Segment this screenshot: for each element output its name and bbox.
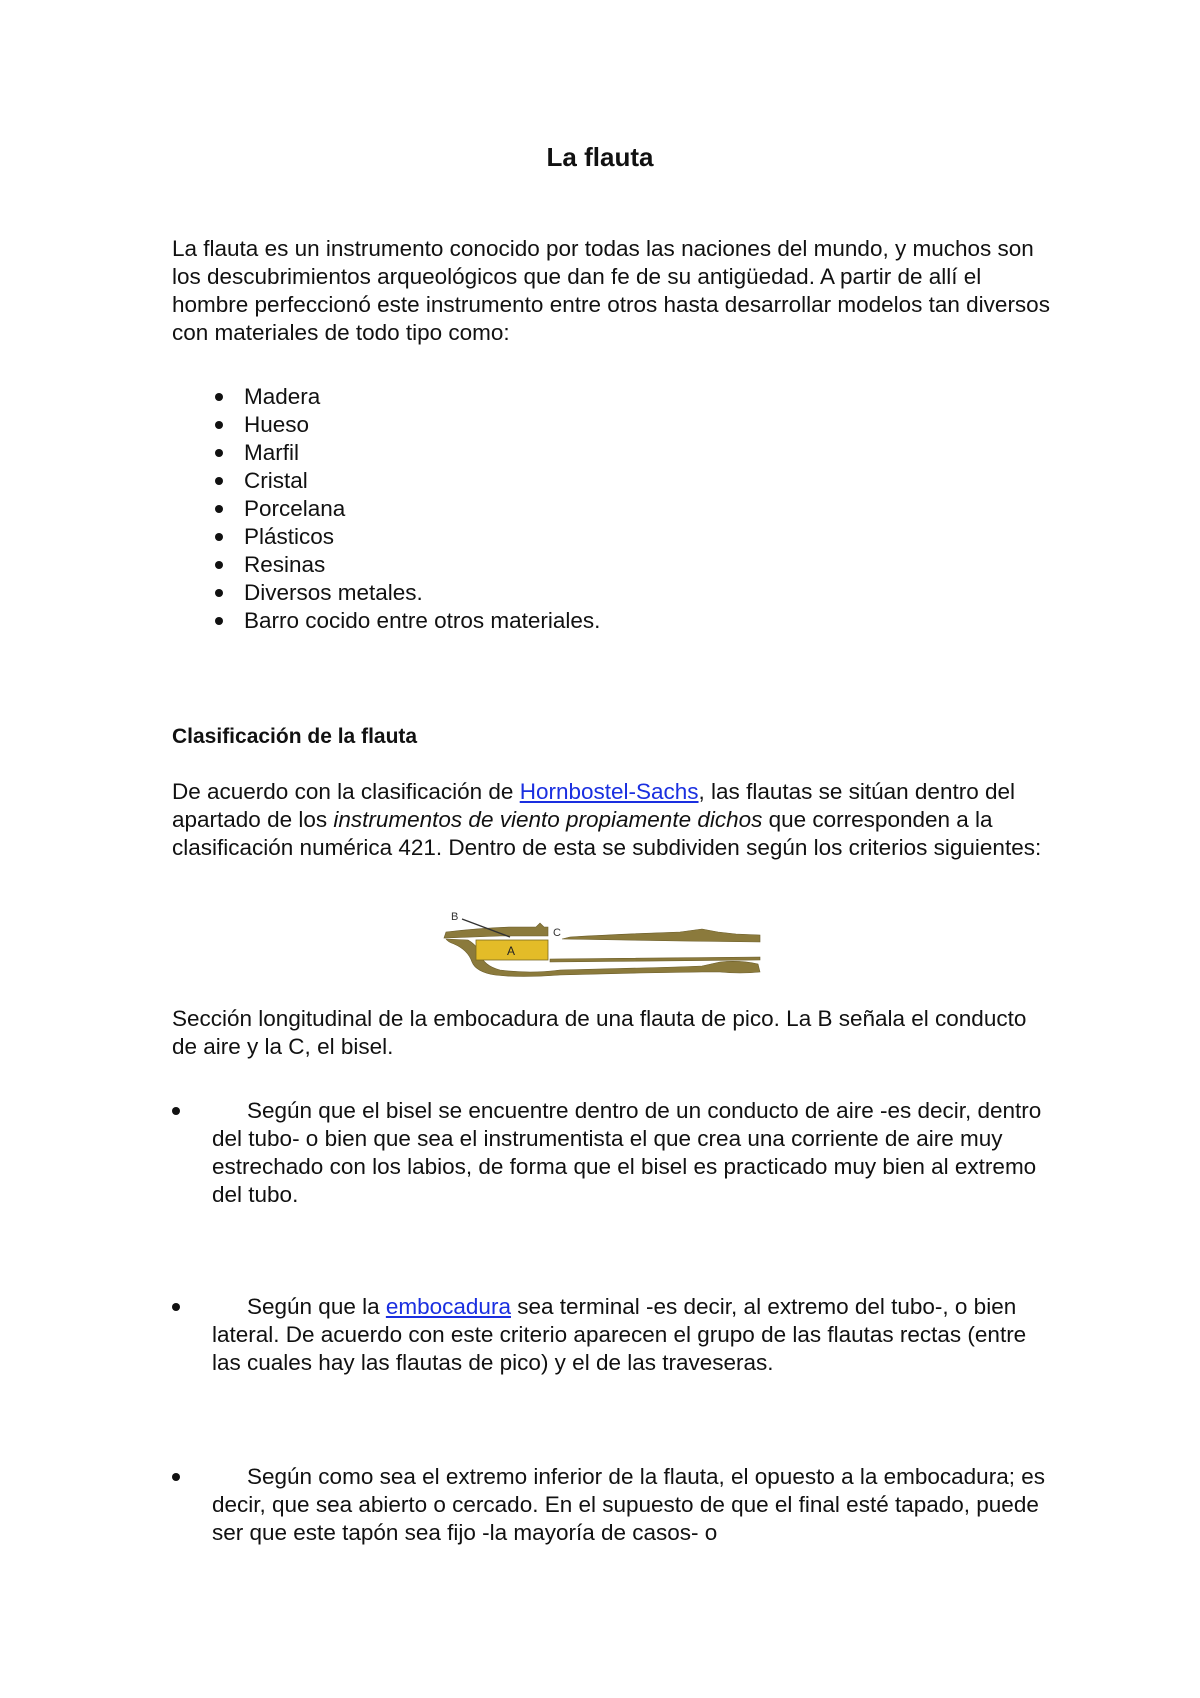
embocadura-link[interactable]: embocadura: [385, 1294, 511, 1319]
label-a: A: [507, 944, 516, 958]
bullet-icon: [172, 1303, 180, 1311]
figure-caption: Sección longitudinal de la embocadura de una flauta de pico. La B señala el conducto de aire y la C, el bisel.: [172, 1006, 1027, 1059]
classification-text-middle: , las flautas se sitúan dentro del apartado de los: [172, 779, 1015, 832]
list-item: Cristal: [172, 467, 600, 495]
flute-upper-block: [444, 923, 548, 938]
classification-paragraph: [172, 778, 1052, 862]
criterion-text-end: sea terminal -es decir, al extremo del tubo-, o bien lateral. De acuerdo con este criterio aparecen el grupo de las flautas rectas (entre las cuales hay las flautas de pico) y el de las traveseras.: [212, 1294, 1027, 1375]
list-item: Diversos metales.: [172, 579, 600, 607]
classification-italic-text: instrumentos de viento propiamente dichos: [333, 807, 763, 832]
list-item: Plásticos: [172, 523, 600, 551]
materials-list: [172, 383, 600, 635]
criterion-item: [172, 1293, 1052, 1377]
section-title: Clasificación de la flauta: [172, 725, 418, 748]
intro-paragraph: La flauta es un instrumento conocido por todas las naciones del mundo, y muchos son los descubrimientos arqueológicos que dan fe de su antigüedad. A partir de allí el hombre perfeccionó este instrumento entre otros hasta desarrollar modelos tan diversos con materiales de todo tipo como:: [172, 236, 1050, 345]
list-item: Marfil: [172, 439, 600, 467]
bullet-icon: [172, 1473, 180, 1481]
page-title: La flauta: [546, 142, 654, 172]
criterion-item: [172, 1097, 1052, 1209]
list-item: Madera: [172, 383, 600, 411]
flute-section-diagram: [440, 902, 770, 982]
criterion-item: [172, 1463, 1052, 1547]
label-b: B: [451, 911, 459, 923]
list-item: Barro cocido entre otros materiales.: [172, 607, 600, 635]
hornbostel-sachs-link[interactable]: Hornbostel-Sachs: [519, 779, 699, 804]
criterion-text: [212, 1293, 1052, 1377]
bullet-icon: [172, 1107, 180, 1115]
list-item: Hueso: [172, 411, 600, 439]
label-c: C: [553, 927, 561, 939]
flute-upper-wall: [562, 929, 760, 942]
criterion-text: Según que el bisel se encuentre dentro de un conducto de aire -es decir, dentro del tubo- o bien que sea el instrumentista el que crea una corriente de aire muy estrechado con los labios, de forma que el bisel es practicado muy bien al extremo del tubo.: [212, 1098, 1042, 1207]
classification-text-end: que corresponden a la clasificación numérica 421. Dentro de esta se subdividen según los criterios siguientes:: [172, 807, 1042, 860]
list-item: Resinas: [172, 551, 600, 579]
list-item: Porcelana: [172, 495, 600, 523]
classification-text-start: De acuerdo con la clasificación de: [172, 779, 520, 804]
criterion-text-start: Según que la: [247, 1294, 386, 1319]
criterion-text: Según como sea el extremo inferior de la flauta, el opuesto a la embocadura; es decir, que sea abierto o cercado. En el supuesto de que el final esté tapado, puede ser que este tapón sea fijo -la mayoría de casos- o: [212, 1464, 1045, 1545]
flute-section-figure: [440, 902, 770, 982]
